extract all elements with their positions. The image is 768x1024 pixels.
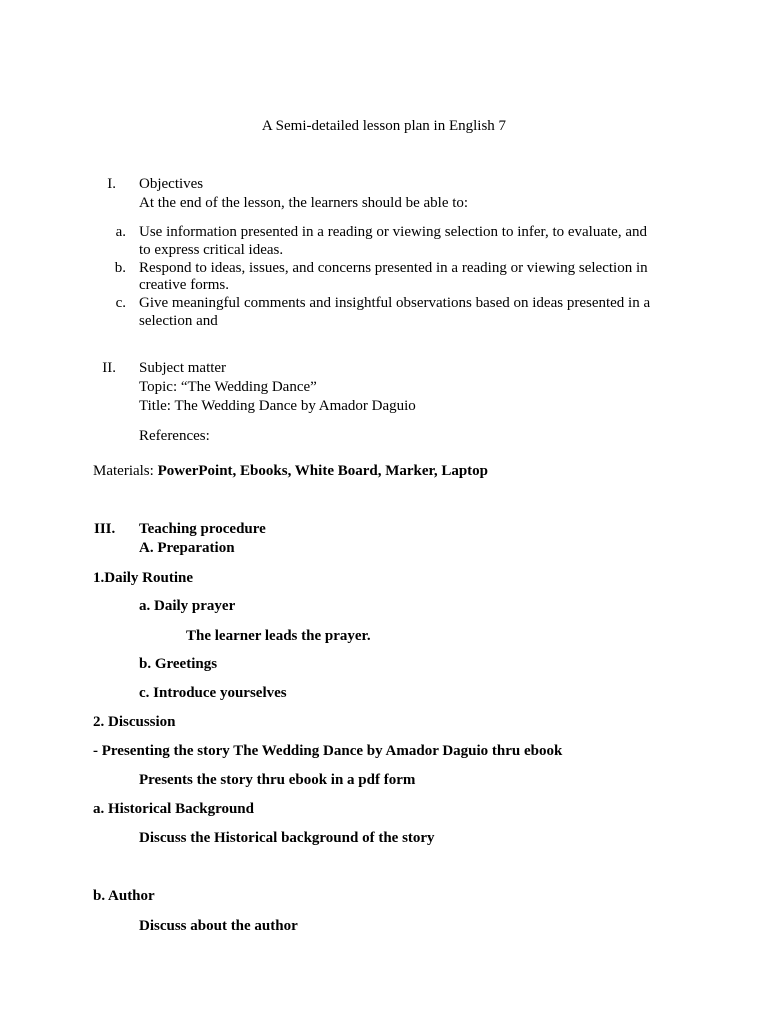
discussion-heading: 2. Discussion [93,714,176,730]
materials-line [93,462,488,480]
objective-c-line-1: Give meaningful comments and insightful observations based on ideas presented in a [139,295,651,311]
daily-routine-heading: 1.Daily Routine [93,570,194,586]
greetings-item: b. Greetings [139,656,218,672]
objective-a-line-2: to express critical ideas. [139,242,284,258]
objective-a-line-1: Use information presented in a reading or viewing selection to infer, to evaluate, and [139,224,647,240]
objective-b-line-1: Respond to ideas, issues, and concerns presented in a reading or viewing selection in [139,260,648,276]
presenting-line: - Presenting the story The Wedding Dance by Amador Daguio thru ebook [93,743,563,759]
section-3-heading: Teaching procedure [139,521,266,537]
section-1-number: I. [107,176,116,192]
objectives-intro: At the end of the lesson, the learners should be able to: [139,195,469,211]
daily-prayer-item: a. Daily prayer [139,598,236,614]
prayer-note: The learner leads the prayer. [186,628,371,644]
preparation-heading: A. Preparation [139,540,235,556]
author-note: Discuss about the author [139,918,298,934]
objective-c-line-2: selection and [139,313,218,329]
objective-b-line-2: creative forms. [139,277,229,293]
section-1-heading: Objectives [139,176,204,192]
references-label: References: [139,428,210,444]
document-title: A Semi-detailed lesson plan in English 7 [261,118,507,134]
title-line: Title: The Wedding Dance by Amador Daguio [139,398,416,414]
section-2-number: II. [102,360,116,376]
materials-value: PowerPoint, Ebooks, White Board, Marker, Laptop [157,463,489,479]
objective-c-marker: c. [115,295,126,311]
objective-a-marker: a. [115,224,126,240]
section-2-heading: Subject matter [139,360,227,376]
introduce-item: c. Introduce yourselves [139,685,287,701]
materials-label: Materials: [93,463,158,479]
historical-background-heading: a. Historical Background [93,801,254,817]
topic-line: Topic: “The Wedding Dance” [139,379,317,395]
author-heading: b. Author [93,888,155,904]
presents-note: Presents the story thru ebook in a pdf form [139,772,416,788]
section-3-number: III. [94,521,116,537]
objective-b-marker: b. [114,260,126,276]
historical-note: Discuss the Historical background of the story [139,830,435,846]
